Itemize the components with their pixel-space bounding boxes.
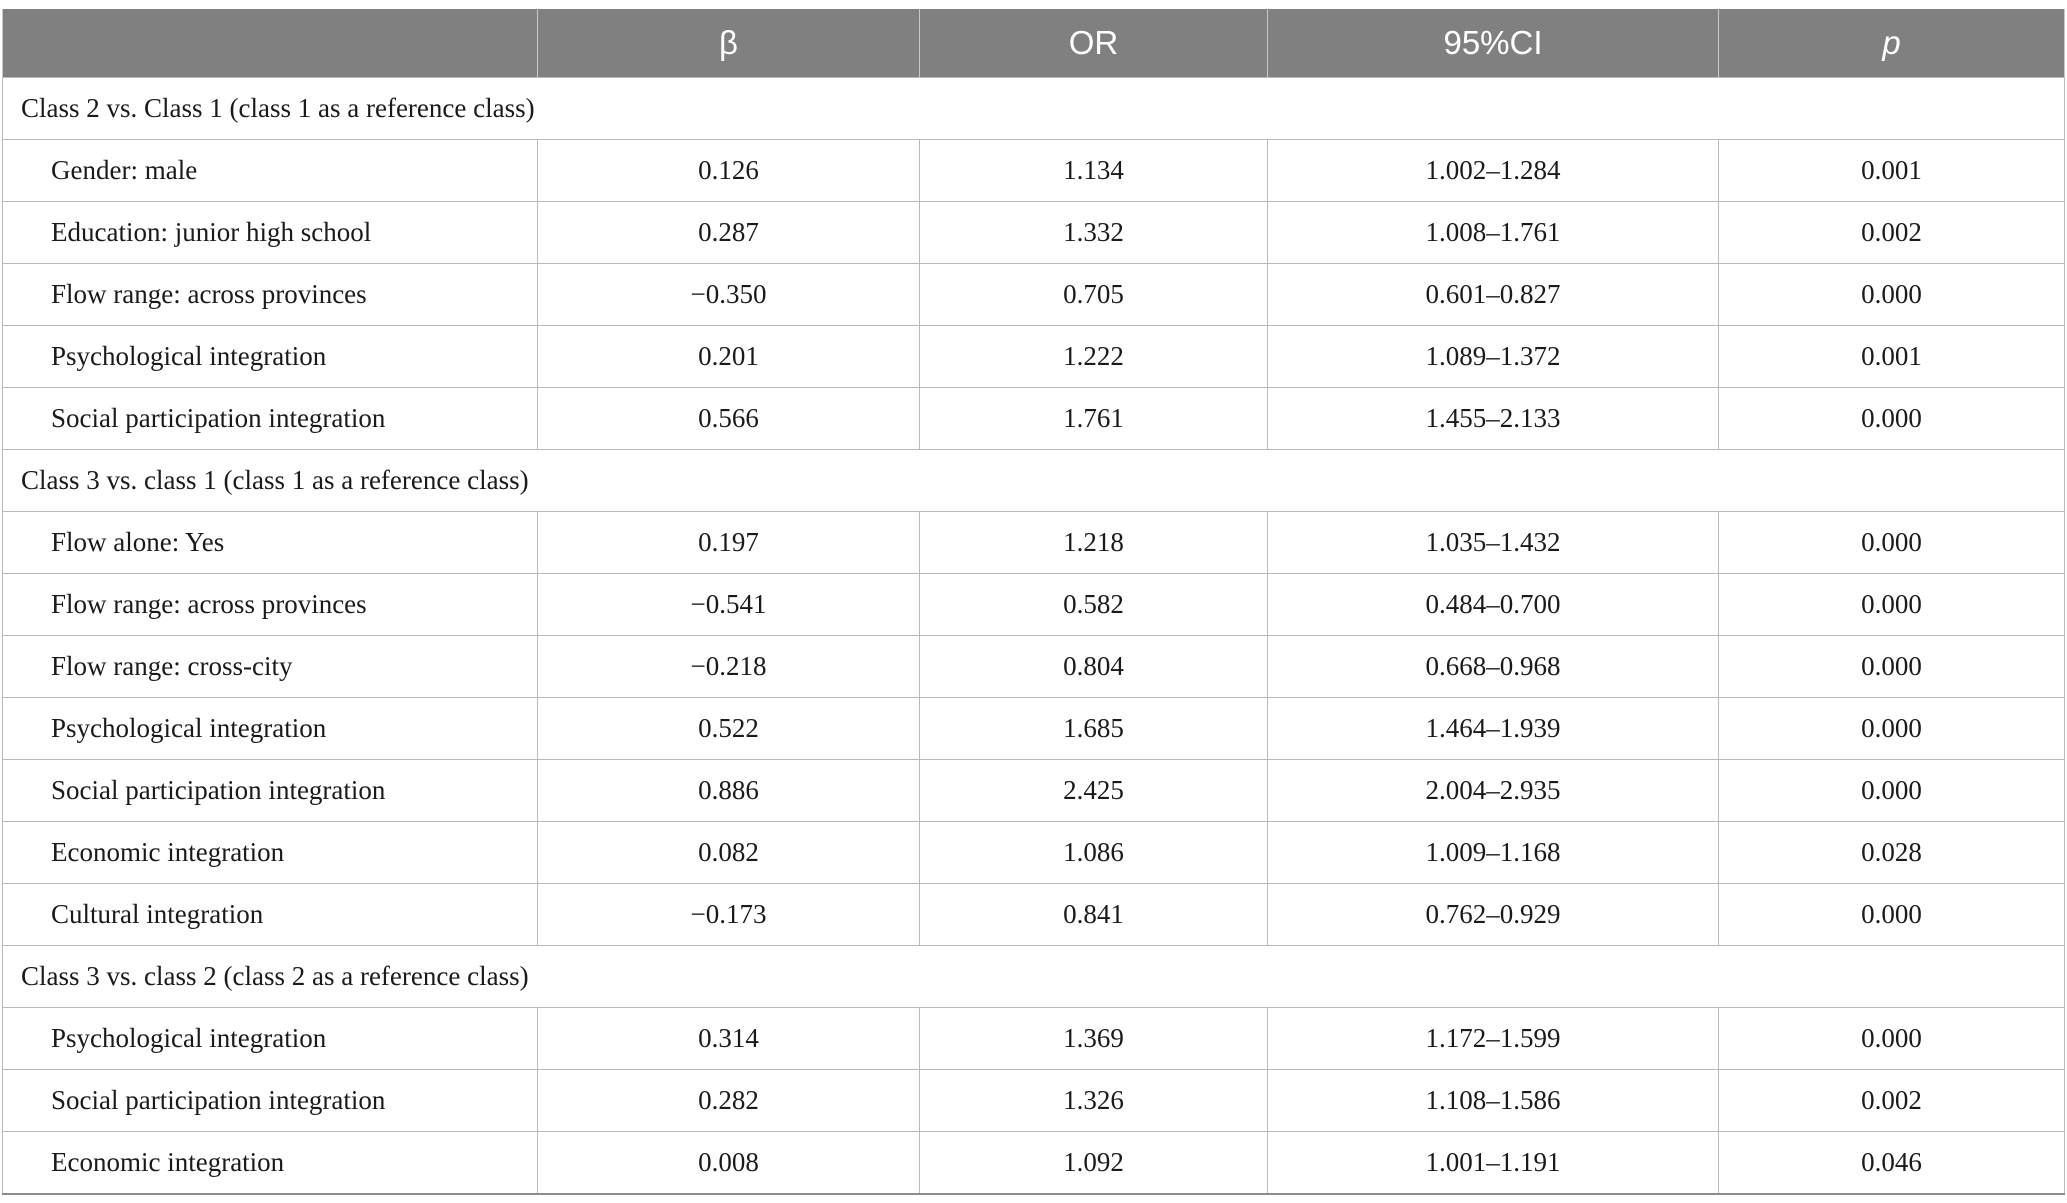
- cell-beta: 0.886: [538, 760, 920, 822]
- cell-beta: −0.350: [538, 264, 920, 326]
- cell-p: 0.000: [1719, 636, 2065, 698]
- cell-or: 1.332: [920, 202, 1268, 264]
- table-row: [3, 512, 2065, 574]
- cell-beta: 0.008: [538, 1132, 920, 1195]
- cell-ci: 1.002–1.284: [1268, 140, 1719, 202]
- row-label: Flow range: across provinces: [3, 574, 538, 636]
- cell-ci: 0.601–0.827: [1268, 264, 1719, 326]
- cell-beta: 0.201: [538, 326, 920, 388]
- header-ci: 95%CI: [1268, 9, 1719, 78]
- cell-beta: 0.314: [538, 1008, 920, 1070]
- cell-or: 0.841: [920, 884, 1268, 946]
- cell-beta: −0.218: [538, 636, 920, 698]
- cell-or: 1.326: [920, 1070, 1268, 1132]
- cell-ci: 0.668–0.968: [1268, 636, 1719, 698]
- table-row: [3, 264, 2065, 326]
- header-or: OR: [920, 9, 1268, 78]
- cell-p: 0.000: [1719, 884, 2065, 946]
- table-row: [3, 636, 2065, 698]
- cell-or: 1.092: [920, 1132, 1268, 1195]
- cell-or: 1.086: [920, 822, 1268, 884]
- regression-results-table: [2, 9, 2065, 1195]
- header-beta: β: [538, 9, 920, 78]
- section-row: [3, 78, 2065, 140]
- cell-beta: 0.287: [538, 202, 920, 264]
- cell-or: 1.369: [920, 1008, 1268, 1070]
- table-row: [3, 326, 2065, 388]
- row-label: Psychological integration: [3, 1008, 538, 1070]
- table-row: [3, 1132, 2065, 1195]
- table-row: [3, 388, 2065, 450]
- cell-p: 0.000: [1719, 698, 2065, 760]
- cell-ci: 1.001–1.191: [1268, 1132, 1719, 1195]
- table-row: [3, 1008, 2065, 1070]
- section-title: Class 3 vs. class 1 (class 1 as a reference class): [3, 450, 2065, 512]
- cell-beta: 0.197: [538, 512, 920, 574]
- cell-p: 0.000: [1719, 264, 2065, 326]
- cell-beta: 0.082: [538, 822, 920, 884]
- cell-beta: 0.282: [538, 1070, 920, 1132]
- table-body: [3, 78, 2065, 1195]
- row-label: Psychological integration: [3, 698, 538, 760]
- cell-p: 0.000: [1719, 760, 2065, 822]
- header-row: [3, 9, 2065, 78]
- cell-or: 1.218: [920, 512, 1268, 574]
- cell-beta: −0.173: [538, 884, 920, 946]
- cell-beta: −0.541: [538, 574, 920, 636]
- row-label: Economic integration: [3, 822, 538, 884]
- section-title: Class 3 vs. class 2 (class 2 as a reference class): [3, 946, 2065, 1008]
- row-label: Psychological integration: [3, 326, 538, 388]
- section-title: Class 2 vs. Class 1 (class 1 as a reference class): [3, 78, 2065, 140]
- cell-ci: 1.008–1.761: [1268, 202, 1719, 264]
- cell-p: 0.002: [1719, 1070, 2065, 1132]
- cell-p: 0.001: [1719, 140, 2065, 202]
- cell-ci: 0.762–0.929: [1268, 884, 1719, 946]
- row-label: Social participation integration: [3, 1070, 538, 1132]
- cell-ci: 0.484–0.700: [1268, 574, 1719, 636]
- cell-or: 1.685: [920, 698, 1268, 760]
- table-row: [3, 884, 2065, 946]
- header-variable: [3, 9, 538, 78]
- row-label: Social participation integration: [3, 760, 538, 822]
- cell-beta: 0.126: [538, 140, 920, 202]
- row-label: Social participation integration: [3, 388, 538, 450]
- cell-or: 1.134: [920, 140, 1268, 202]
- table-row: [3, 822, 2065, 884]
- table-row: [3, 760, 2065, 822]
- cell-p: 0.000: [1719, 512, 2065, 574]
- cell-ci: 1.035–1.432: [1268, 512, 1719, 574]
- header-p: p: [1719, 9, 2065, 78]
- cell-ci: 1.089–1.372: [1268, 326, 1719, 388]
- cell-or: 1.761: [920, 388, 1268, 450]
- section-row: [3, 450, 2065, 512]
- row-label: Flow range: cross-city: [3, 636, 538, 698]
- cell-or: 1.222: [920, 326, 1268, 388]
- cell-or: 0.582: [920, 574, 1268, 636]
- row-label: Cultural integration: [3, 884, 538, 946]
- row-label: Economic integration: [3, 1132, 538, 1195]
- cell-p: 0.000: [1719, 1008, 2065, 1070]
- table-header: [3, 9, 2065, 78]
- cell-beta: 0.522: [538, 698, 920, 760]
- cell-or: 0.705: [920, 264, 1268, 326]
- cell-p: 0.046: [1719, 1132, 2065, 1195]
- cell-ci: 1.464–1.939: [1268, 698, 1719, 760]
- cell-ci: 2.004–2.935: [1268, 760, 1719, 822]
- section-row: [3, 946, 2065, 1008]
- cell-beta: 0.566: [538, 388, 920, 450]
- cell-or: 2.425: [920, 760, 1268, 822]
- cell-p: 0.002: [1719, 202, 2065, 264]
- table-row: [3, 574, 2065, 636]
- table-row: [3, 1070, 2065, 1132]
- cell-p: 0.028: [1719, 822, 2065, 884]
- cell-ci: 1.455–2.133: [1268, 388, 1719, 450]
- table-row: [3, 202, 2065, 264]
- cell-or: 0.804: [920, 636, 1268, 698]
- cell-p: 0.000: [1719, 388, 2065, 450]
- table-row: [3, 698, 2065, 760]
- table-row: [3, 140, 2065, 202]
- row-label: Education: junior high school: [3, 202, 538, 264]
- regression-table-container: [2, 9, 2064, 1195]
- row-label: Flow alone: Yes: [3, 512, 538, 574]
- cell-p: 0.000: [1719, 574, 2065, 636]
- cell-ci: 1.172–1.599: [1268, 1008, 1719, 1070]
- cell-ci: 1.009–1.168: [1268, 822, 1719, 884]
- cell-p: 0.001: [1719, 326, 2065, 388]
- cell-ci: 1.108–1.586: [1268, 1070, 1719, 1132]
- row-label: Gender: male: [3, 140, 538, 202]
- row-label: Flow range: across provinces: [3, 264, 538, 326]
